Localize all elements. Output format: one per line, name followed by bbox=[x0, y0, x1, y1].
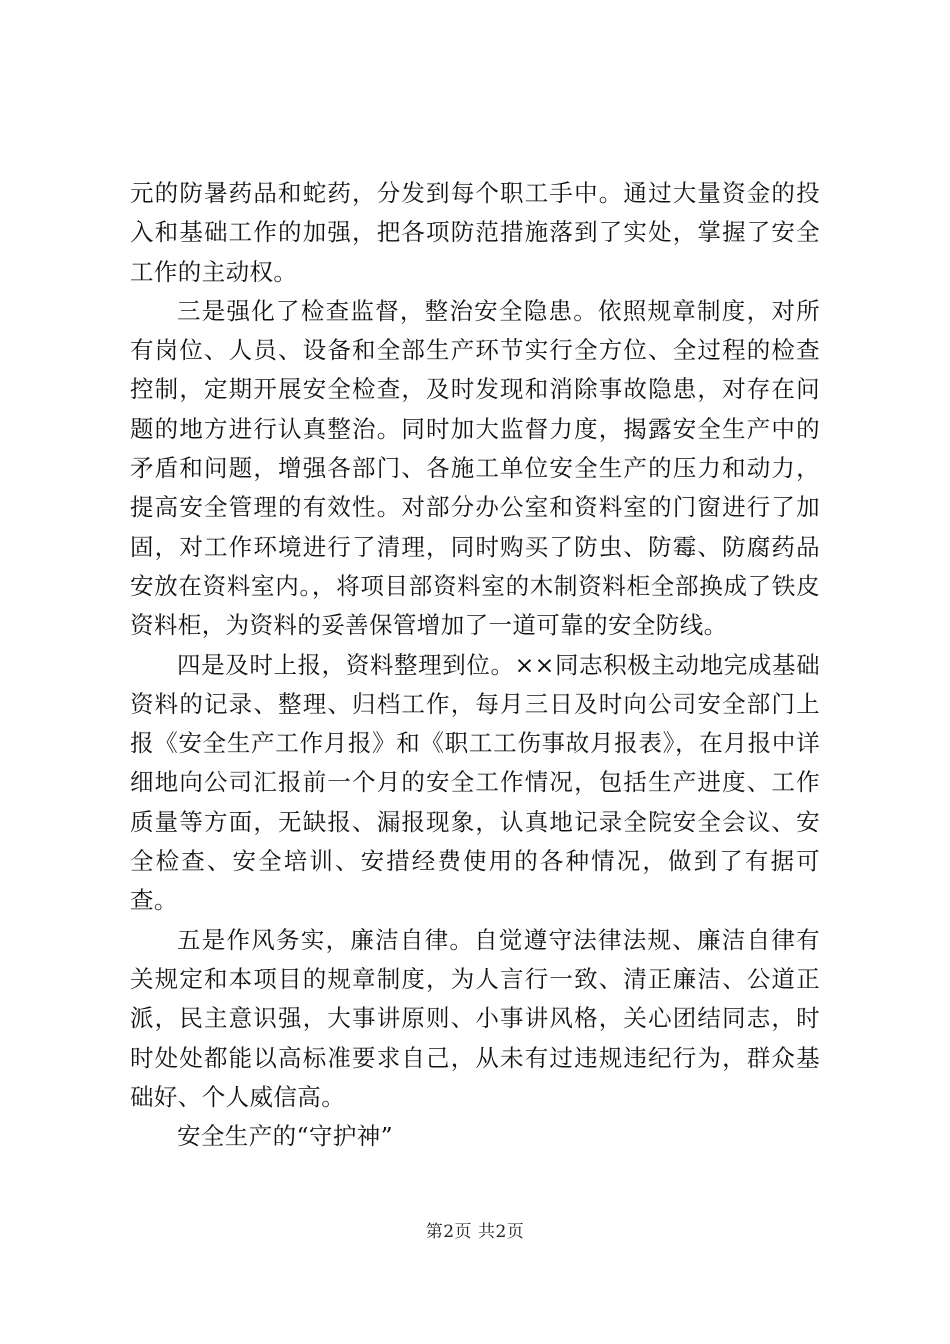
document-body bbox=[130, 174, 820, 1156]
paragraph-closing-title: 安全生产的“守护神” bbox=[177, 1122, 394, 1151]
paragraph-continuation: 元的防暑药品和蛇药，分发到每个职工手中。通过大量资金的投入和基础工作的加强，把各项防范措施落到了实处，掌握了安全工作的主动权。 bbox=[130, 179, 820, 286]
page-footer: 第2页 共2页 bbox=[425, 1222, 525, 1242]
paragraph-inspection-supervision: 三是强化了检查监督，整治安全隐患。依照规章制度，对所有岗位、人员、设备和全部生产环节实行全方位、全过程的检查控制，定期开展安全检查，及时发现和消除事故隐患，对存在问题的地方进行认真整治。同时加大监督力度，揭露安全生产中的矛盾和问题，增强各部门、各施工单位安全生产的压力和动力，提高安全管理的有效性。对部分办公室和资料室的门窗进行了加固，对工作环境进行了清理，同时购买了防虫、防霉、防腐药品安放在资料室内。，将项目部资料室的木制资料柜全部换成了铁皮资料柜，为资料的妥善保管增加了一道可靠的安全防线。 bbox=[130, 296, 820, 640]
paragraph-timely-reporting: 四是及时上报，资料整理到位。××同志积极主动地完成基础资料的记录、整理、归档工作，每月三日及时向公司安全部门上报《安全生产工作月报》和《职工工伤事故月报表》，在月报中详细地向公司汇报前一个月的安全工作情况，包括生产进度、工作质量等方面，无缺报、漏报现象，认真地记录全院安全会议、安全检查、安全培训、安措经费使用的各种情况，做到了有据可查。 bbox=[130, 650, 820, 915]
paragraph-work-style: 五是作风务实，廉洁自律。自觉遵守法律法规、廉洁自律有关规定和本项目的规章制度，为人言行一致、清正廉洁、公道正派，民主意识强，大事讲原则、小事讲风格，关心团结同志，时时处处都能以高标准要求自己，从未有过违规违纪行为，群众基础好、个人威信高。 bbox=[130, 925, 820, 1111]
